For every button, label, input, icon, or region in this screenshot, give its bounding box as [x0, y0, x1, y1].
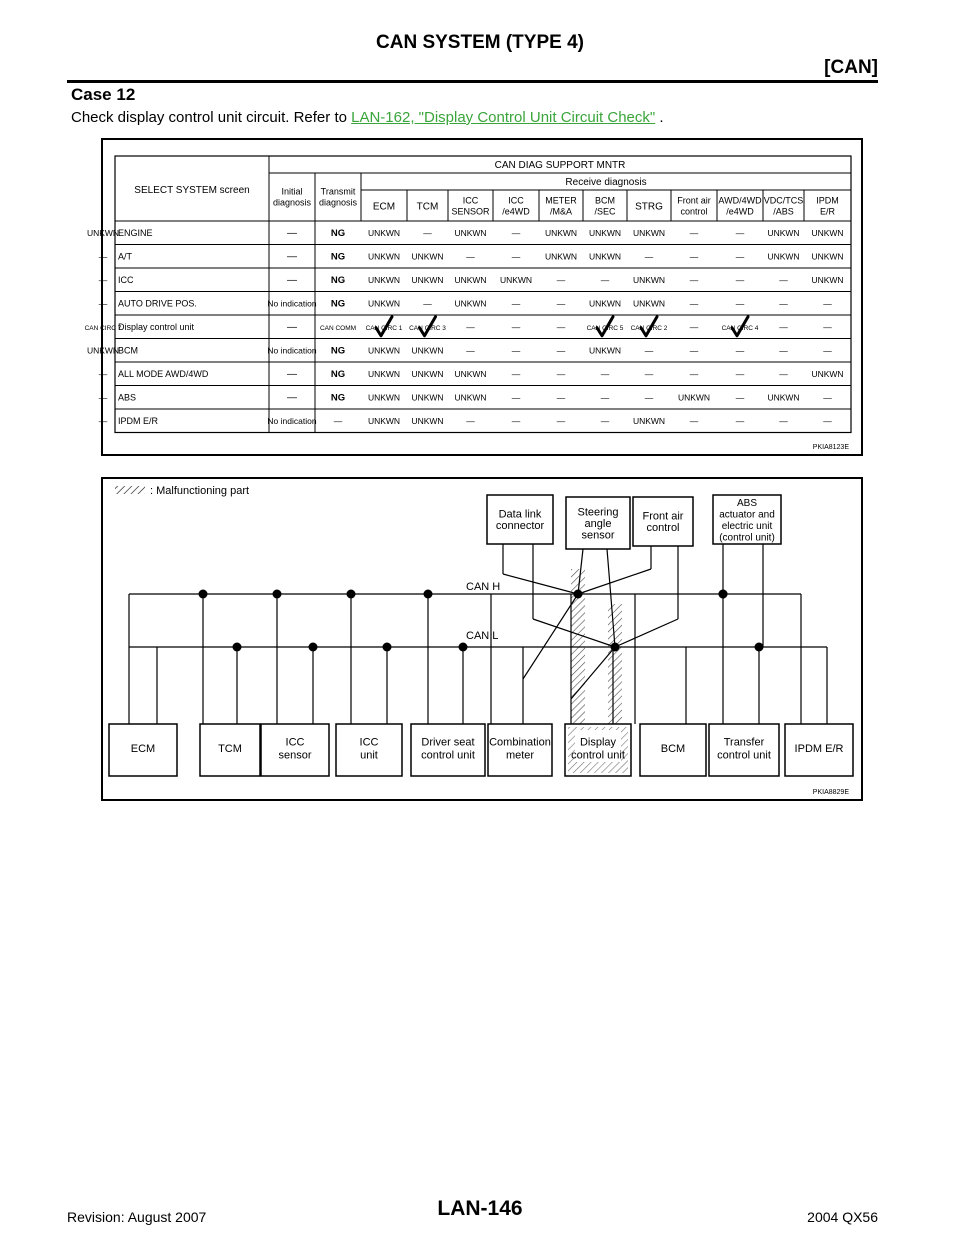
table-cell-value: CAN COMM: [319, 324, 357, 332]
table-cell-value: —: [600, 368, 610, 379]
table-cell-value: —: [600, 274, 610, 285]
table-cell-value: UNKWN: [367, 227, 401, 238]
row-initial-diagnosis: No indication: [267, 415, 317, 426]
revision-text: Revision: August 2007: [67, 1209, 207, 1225]
table-cell-value: —: [556, 321, 566, 332]
table-cell-value: UNKWN: [588, 345, 622, 356]
table-cell-value: UNKWN: [632, 415, 666, 426]
bottom-unit-label: BCM: [660, 742, 686, 755]
top-unit-label: electric unit: [721, 520, 773, 532]
table-cell-value: —: [556, 392, 566, 403]
table-figure-id: PKIA8123E: [812, 444, 849, 451]
table-cell-value: —: [511, 415, 521, 426]
receive-column-header: ICC: [462, 195, 479, 206]
table-cell-value: —: [823, 298, 832, 309]
junction-dot: [309, 643, 318, 652]
top-unit-label: actuator and: [719, 509, 775, 521]
table-cell-value: —: [98, 251, 108, 262]
table-cell-value: —: [735, 392, 745, 403]
table-cell-value: NG: [330, 392, 346, 404]
diag-table: [84, 140, 861, 454]
can-diagram-figure: [101, 477, 863, 801]
top-unit-label: angle: [584, 517, 612, 530]
table-cell-value: UNKWN: [811, 368, 844, 379]
bottom-unit-label: control unit: [421, 749, 475, 762]
table-cell-value: —: [98, 298, 108, 309]
receive-column-header: /ABS: [773, 206, 794, 217]
table-cell-value: UNKWN: [411, 415, 444, 426]
table-cell-value: —: [98, 392, 108, 403]
table-cell-value: UNKWN: [811, 274, 844, 285]
table-cell-value: UNKWN: [367, 415, 401, 426]
table-cell-value: —: [98, 368, 108, 379]
bottom-unit-label: Driver seat: [421, 736, 475, 749]
table-cell-value: UNKWN: [411, 368, 444, 379]
junction-dot: [755, 643, 764, 652]
table-cell-value: —: [98, 415, 108, 426]
table-cell-value: —: [735, 415, 745, 426]
table-cell-value: NG: [330, 227, 346, 239]
table-cell-value: —: [556, 345, 566, 356]
table-cell-value: UNKWN: [632, 298, 666, 309]
table-cell-value: —: [644, 251, 654, 262]
table-cell-value: UNKWN: [811, 251, 844, 262]
table-cell-value: —: [644, 345, 654, 356]
table-cell-value: —: [735, 298, 745, 309]
table-cell-value: NG: [330, 345, 346, 357]
bottom-unit-label: sensor: [278, 749, 312, 762]
bottom-unit-label: ECM: [130, 742, 156, 755]
table-cell-value: UNKWN: [86, 227, 120, 238]
row-initial-diagnosis: —: [287, 392, 297, 404]
malfunction-legend: : Malfunctioning part: [150, 485, 250, 497]
table-cell-value: —: [779, 298, 788, 309]
table-cell-value: UNKWN: [367, 251, 401, 262]
initial-diagnosis-header: diagnosis: [272, 197, 312, 208]
table-cell-value: —: [779, 274, 788, 285]
receive-column-header: control: [680, 206, 708, 217]
bottom-unit-label: Combination: [489, 736, 551, 749]
receive-column-header: VDC/TCS: [763, 195, 804, 206]
transmit-diagnosis-header: diagnosis: [318, 197, 358, 208]
row-system-name: AUTO DRIVE POS.: [118, 298, 197, 309]
table-cell-value: NG: [330, 274, 346, 286]
junction-dot: [719, 590, 728, 599]
table-cell-value: —: [779, 345, 788, 356]
table-cell-value: UNKWN: [367, 392, 401, 403]
table-cell-value: CAN CIRC 7: [84, 324, 122, 332]
row-system-name: Display control unit: [118, 321, 195, 332]
bottom-unit-label: meter: [505, 749, 535, 762]
initial-diagnosis-header: Initial: [281, 186, 303, 197]
table-cell-value: —: [823, 321, 832, 332]
top-unit-label: ABS: [736, 497, 758, 509]
diagram-figure-id: PKIA8829E: [812, 789, 849, 796]
table-cell-value: —: [735, 274, 745, 285]
dlc-wire: [503, 574, 578, 594]
table-cell-value: CAN CIRC 2: [630, 324, 668, 332]
table-cell-value: UNKWN: [588, 298, 622, 309]
receive-column-header: SENSOR: [451, 206, 490, 217]
table-cell-value: —: [735, 368, 745, 379]
table-cell-value: NG: [330, 368, 346, 380]
can-l-label: CAN L: [466, 630, 499, 642]
bottom-unit-label: unit: [360, 749, 378, 762]
receive-column-header: /SEC: [594, 206, 616, 217]
malfunction-wire-hatch: [608, 604, 622, 724]
table-cell-value: —: [779, 415, 788, 426]
table-cell-value: —: [823, 345, 832, 356]
can-h-label: CAN H: [466, 581, 501, 593]
table-cell-value: —: [689, 298, 699, 309]
table-cell-value: UNKWN: [367, 274, 401, 285]
table-cell-value: UNKWN: [367, 345, 401, 356]
junction-dot: [574, 590, 583, 599]
receive-column-header: Front air: [677, 195, 711, 206]
table-cell-value: UNKWN: [588, 251, 622, 262]
bottom-unit-label: IPDM E/R: [794, 742, 844, 755]
instruction-text: [71, 109, 664, 126]
row-system-name: ABS: [118, 392, 137, 403]
table-cell-value: —: [689, 345, 699, 356]
table-cell-value: —: [333, 415, 343, 426]
section-tag: [CAN]: [824, 57, 878, 78]
junction-dot: [459, 643, 468, 652]
table-cell-value: —: [466, 415, 475, 426]
table-cell-value: —: [600, 415, 610, 426]
table-cell-value: —: [511, 345, 521, 356]
junction-dot: [347, 590, 356, 599]
table-cell-value: —: [556, 274, 566, 285]
top-unit-label: Data link: [498, 508, 542, 521]
row-system-name: ALL MODE AWD/4WD: [118, 368, 209, 379]
table-cell-value: UNKWN: [632, 227, 666, 238]
table-cell-value: —: [823, 415, 832, 426]
bottom-unit-label: control unit: [717, 749, 771, 762]
header-rule: [67, 80, 878, 83]
instruction-before: Check display control unit circuit. Refer to: [71, 109, 352, 126]
top-unit-label: sensor: [581, 529, 615, 542]
table-cell-value: —: [511, 368, 521, 379]
table-cell-value: —: [423, 227, 432, 238]
bottom-unit-label: ICC: [285, 736, 305, 749]
receive-column-header: AWD/4WD: [718, 195, 762, 206]
table-cell-value: —: [511, 227, 521, 238]
table-cell-value: UNKWN: [411, 274, 444, 285]
can-wiring-diagram: [103, 479, 861, 799]
table-cell-value: —: [511, 392, 521, 403]
row-system-name: IPDM E/R: [118, 415, 159, 426]
page-number: LAN-146: [437, 1197, 523, 1220]
table-cell-value: UNKWN: [588, 227, 622, 238]
receive-column-header: IPDM: [816, 195, 839, 206]
table-cell-value: UNKWN: [86, 345, 120, 356]
table-cell-value: —: [556, 298, 566, 309]
table-cell-value: UNKWN: [454, 298, 487, 309]
table-cell-value: —: [600, 392, 610, 403]
row-system-name: ICC: [118, 274, 134, 285]
junction-dot: [233, 643, 242, 652]
table-cell-value: UNKWN: [454, 368, 487, 379]
receive-column-header: METER: [545, 195, 577, 206]
receive-column-header: TCM: [416, 201, 439, 213]
table-cell-value: CAN CIRC 3: [409, 324, 446, 332]
row-initial-diagnosis: No indication: [267, 298, 317, 309]
bottom-unit-label: Display: [579, 736, 617, 749]
receive-column-header: /e4WD: [502, 206, 530, 217]
front-air-wire: [615, 619, 678, 647]
table-cell-value: UNKWN: [367, 368, 401, 379]
table-cell-value: UNKWN: [454, 227, 487, 238]
row-initial-diagnosis: —: [287, 321, 297, 333]
table-cell-value: —: [423, 298, 432, 309]
instruction-after: .: [655, 109, 664, 126]
table-cell-value: UNKWN: [811, 227, 844, 238]
table-cell-value: —: [779, 321, 788, 332]
top-unit-label: Steering: [577, 506, 619, 519]
table-cell-value: UNKWN: [499, 274, 533, 285]
row-initial-diagnosis: —: [287, 251, 297, 263]
junction-dot: [199, 590, 208, 599]
table-cell-value: —: [735, 345, 745, 356]
table-cell-value: CAN CIRC 5: [586, 324, 624, 332]
page-title: CAN SYSTEM (TYPE 4): [376, 32, 584, 53]
table-cell-value: —: [689, 368, 699, 379]
table-cell-value: UNKWN: [544, 227, 578, 238]
model-text: 2004 QX56: [807, 1209, 878, 1225]
monitor-header: CAN DIAG SUPPORT MNTR: [494, 160, 626, 171]
table-cell-value: CAN CIRC 1: [365, 324, 403, 332]
top-unit-label: connector: [495, 520, 545, 533]
row-initial-diagnosis: —: [287, 368, 297, 380]
table-cell-value: —: [511, 321, 521, 332]
table-cell-value: NG: [330, 298, 346, 310]
table-cell-value: UNKWN: [767, 251, 800, 262]
table-cell-value: —: [511, 298, 521, 309]
transmit-diagnosis-header: Transmit: [320, 186, 356, 197]
select-system-header: SELECT SYSTEM screen: [134, 185, 250, 196]
table-cell-value: —: [689, 227, 699, 238]
table-cell-value: —: [689, 321, 699, 332]
junction-dot: [424, 590, 433, 599]
table-cell-value: UNKWN: [767, 227, 800, 238]
junction-dot: [273, 590, 282, 599]
table-cell-value: UNKWN: [677, 392, 711, 403]
bottom-unit-label: ICC: [359, 736, 379, 749]
reference-link[interactable]: LAN-162, "Display Control Unit Circuit Check": [351, 109, 656, 126]
front-air-wire: [578, 569, 651, 594]
table-cell-value: —: [556, 415, 566, 426]
table-cell-value: UNKWN: [411, 392, 444, 403]
top-unit-label: (control unit): [719, 532, 775, 544]
junction-dot: [611, 643, 620, 652]
table-cell-value: —: [556, 368, 566, 379]
bottom-unit-label: TCM: [218, 742, 242, 755]
receive-column-header: STRG: [635, 201, 663, 213]
table-cell-value: —: [511, 251, 521, 262]
table-cell-value: —: [689, 251, 699, 262]
row-system-name: A/T: [118, 251, 133, 262]
table-cell-value: UNKWN: [544, 251, 578, 262]
receive-column-header: ICC: [508, 195, 524, 206]
table-cell-value: —: [466, 345, 475, 356]
table-cell-value: —: [644, 392, 654, 403]
table-cell-value: UNKWN: [454, 392, 487, 403]
table-cell-value: —: [98, 274, 108, 285]
bottom-unit-label: control unit: [571, 749, 625, 762]
table-cell-value: —: [466, 251, 475, 262]
table-cell-value: —: [644, 368, 654, 379]
table-cell-value: —: [689, 415, 699, 426]
junction-dot: [383, 643, 392, 652]
row-initial-diagnosis: No indication: [267, 345, 317, 356]
table-cell-value: UNKWN: [367, 298, 401, 309]
top-unit-label: control: [646, 522, 680, 535]
row-initial-diagnosis: —: [287, 227, 297, 239]
table-cell-value: —: [735, 251, 745, 262]
table-cell-value: UNKWN: [632, 274, 666, 285]
top-unit-label: Front air: [642, 510, 684, 523]
row-system-name: ENGINE: [118, 227, 153, 238]
bottom-unit-label: Transfer: [723, 736, 765, 749]
table-cell-value: —: [735, 227, 745, 238]
receive-column-header: BCM: [595, 195, 615, 206]
table-cell-value: UNKWN: [767, 392, 800, 403]
table-cell-value: UNKWN: [411, 345, 444, 356]
case-heading: Case 12: [71, 85, 136, 104]
row-system-name: BCM: [118, 345, 138, 356]
receive-header: Receive diagnosis: [565, 177, 647, 188]
cross-wire: [523, 594, 578, 679]
receive-column-header: /M&A: [549, 206, 573, 217]
receive-column-header: E/R: [819, 206, 836, 217]
table-cell-value: —: [689, 274, 699, 285]
table-cell-value: NG: [330, 251, 346, 263]
table-cell-value: UNKWN: [454, 274, 487, 285]
table-cell-value: UNKWN: [411, 251, 444, 262]
row-initial-diagnosis: —: [287, 274, 297, 286]
receive-column-header: /e4WD: [726, 206, 754, 217]
diag-table-figure: [84, 138, 863, 456]
table-cell-value: —: [466, 321, 475, 332]
table-cell-value: —: [779, 368, 788, 379]
malfunction-legend-swatch: [115, 486, 145, 494]
table-cell-value: CAN CIRC 4: [721, 324, 759, 332]
table-cell-value: —: [823, 392, 832, 403]
receive-column-header: ECM: [372, 201, 396, 213]
